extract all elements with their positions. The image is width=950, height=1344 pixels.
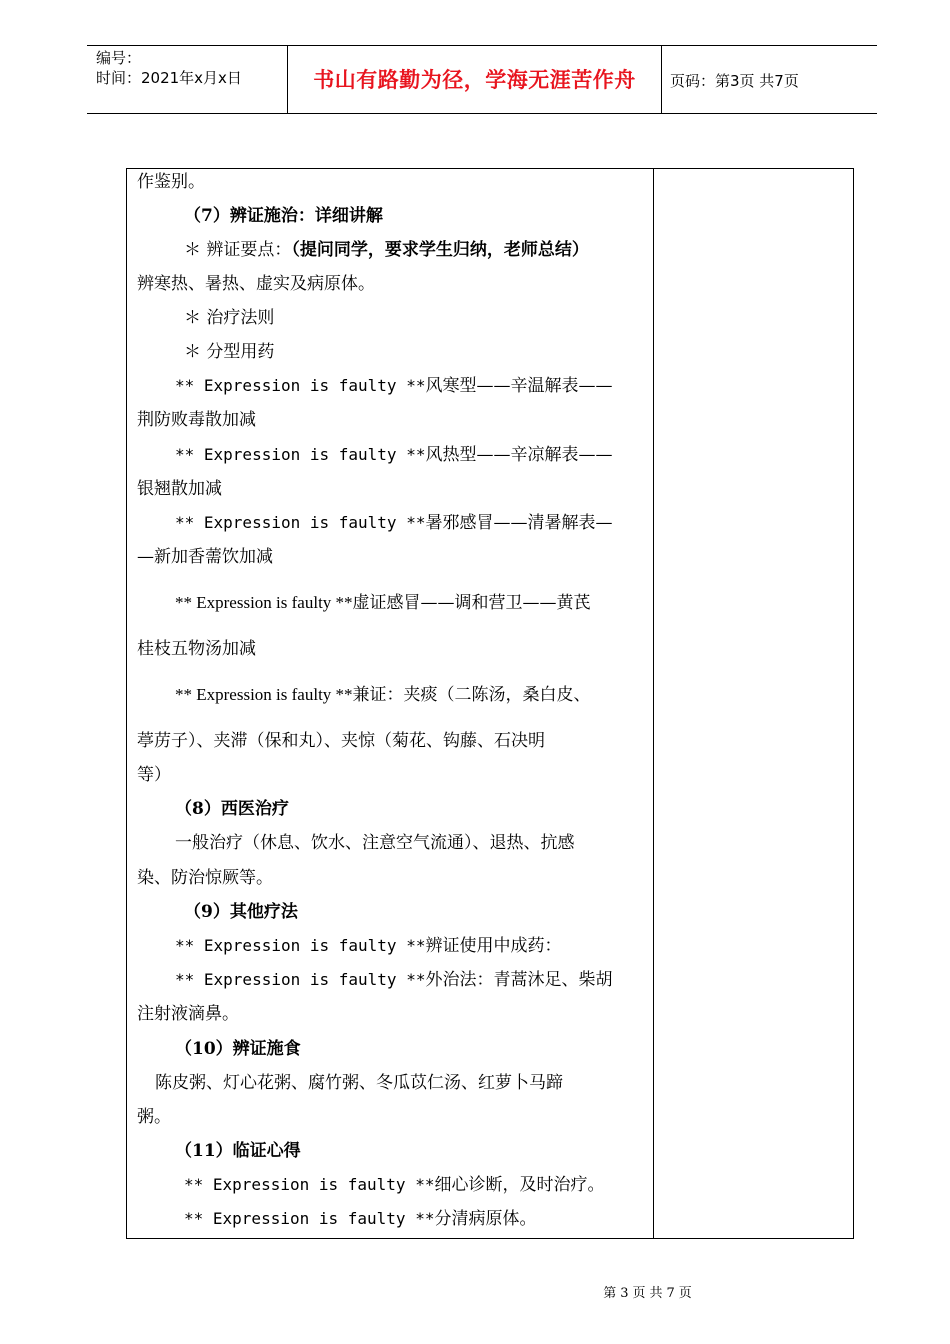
text-line: 一般治疗（休息、饮水、注意空气流通）、退热、抗感 <box>175 833 575 853</box>
footer-page-number: 3 <box>620 1286 629 1301</box>
text-line: ＊ 辨证要点：（提问同学，要求学生归纳，老师总结） <box>184 240 589 260</box>
text-line: 粥。 <box>137 1107 171 1127</box>
header-motto: 书山有路勤为径，学海无涯苦作舟 <box>313 68 636 92</box>
footer-total-pages: 7 <box>666 1286 675 1301</box>
text-line: 注射液滴鼻。 <box>137 1004 239 1024</box>
header-page-label: 页码：第3页 共7页 <box>670 72 799 90</box>
text-line: 作鉴别。 <box>137 172 205 192</box>
header-meta <box>96 48 242 88</box>
section-heading-7: （7）辨证施治：详细讲解 <box>184 206 383 226</box>
text-line: ** Expression is faulty **分清病原体。 <box>184 1209 537 1229</box>
footer-text: 第 <box>603 1286 617 1301</box>
text-line: 银翘散加减 <box>137 479 222 499</box>
text-line: ** Expression is faulty **细心诊断，及时治疗。 <box>184 1175 605 1195</box>
text-line: ＊ 分型用药 <box>184 342 275 362</box>
doc-number-label: 编号： <box>96 49 142 67</box>
text-line: 等） <box>137 765 171 785</box>
page-footer <box>0 1282 950 1301</box>
text-line: 陈皮粥、灯心花粥、腐竹粥、冬瓜苡仁汤、红萝卜马蹄 <box>155 1073 563 1093</box>
table-column-divider <box>653 168 654 1239</box>
text-line: ** Expression is faulty **虚证感冒——调和营卫——黄芪 <box>175 593 591 613</box>
text-line: ** Expression is faulty **风寒型——辛温解表—— <box>175 376 613 396</box>
header-divider-right <box>661 45 662 113</box>
header-bottom-rule <box>87 113 877 114</box>
text-line: ＊ 治疗法则 <box>184 308 275 328</box>
section-heading-11: （11）临证心得 <box>175 1141 301 1161</box>
footer-text: 页 <box>678 1286 692 1301</box>
doc-time-label: 时间：2021年x月x日 <box>96 69 242 87</box>
text-line: ** Expression is faulty **辨证使用中成药： <box>175 936 562 956</box>
section-heading-10: （10）辨证施食 <box>175 1039 301 1059</box>
text-line: 辨寒热、暑热、虚实及病原体。 <box>137 274 375 294</box>
section-heading-8: （8）西医治疗 <box>175 799 289 819</box>
text-line: ** Expression is faulty **外治法：青蒿沐足、柴胡 <box>175 970 613 990</box>
text-line: —新加香薷饮加减 <box>137 547 273 567</box>
footer-text: 共 <box>649 1286 663 1301</box>
text-line: 葶苈子）、夹滞（保和丸）、夹惊（菊花、钩藤、石决明 <box>137 731 545 751</box>
footer-text: 页 <box>632 1286 646 1301</box>
text-line: ** Expression is faulty **风热型——辛凉解表—— <box>175 445 613 465</box>
text-line: 桂枝五物汤加减 <box>137 639 256 659</box>
section-heading-9: （9）其他疗法 <box>184 902 298 922</box>
text-line: ** Expression is faulty **暑邪感冒——清暑解表— <box>175 513 613 533</box>
text-line: 染、防治惊厥等。 <box>137 868 273 888</box>
text-line: 荆防败毒散加减 <box>137 410 256 430</box>
text-line: ** Expression is faulty **兼证：夹痰（二陈汤，桑白皮、 <box>175 685 591 705</box>
